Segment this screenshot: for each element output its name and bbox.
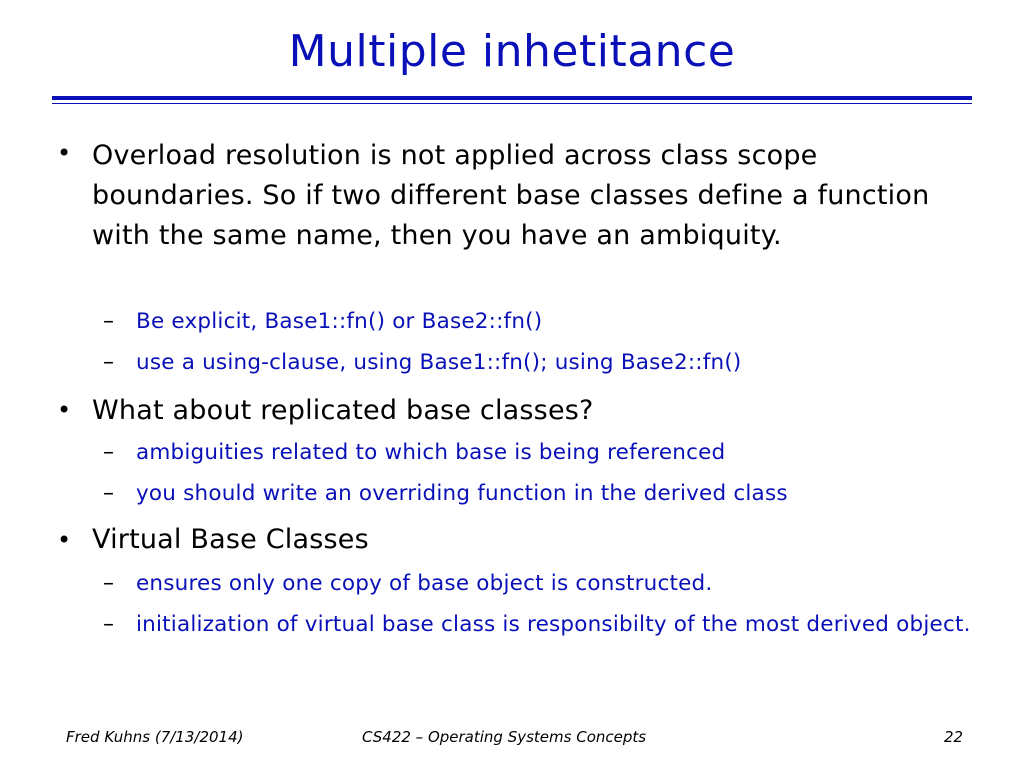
subitem-text: initialization of virtual base class is responsibilty of the most derived object. bbox=[136, 612, 971, 637]
bullet-text: Overload resolution is not applied across class scope boundaries. So if two different base classes define a function with the same name, then you have an ambiquity. bbox=[92, 140, 930, 251]
bullet-text: Virtual Base Classes bbox=[92, 524, 369, 555]
bullet-marker: • bbox=[57, 139, 72, 167]
footer-course: CS422 – Operating Systems Concepts bbox=[362, 728, 647, 746]
subitem-text: you should write an overriding function in the derived class bbox=[136, 481, 788, 506]
subitem-text: ensures only one copy of base object is constructed. bbox=[136, 571, 713, 596]
bullet-marker: • bbox=[57, 526, 72, 554]
dash-marker: – bbox=[103, 481, 114, 506]
title-rule-thin bbox=[52, 103, 972, 104]
footer-page-number: 22 bbox=[944, 728, 964, 746]
subitem-text: use a using-clause, using Base1::fn(); using Base2::fn() bbox=[136, 350, 742, 375]
dash-marker: – bbox=[103, 440, 114, 465]
bullet-text: What about replicated base classes? bbox=[92, 395, 594, 426]
title-rule-thick bbox=[52, 96, 972, 100]
dash-marker: – bbox=[103, 571, 114, 596]
dash-marker: – bbox=[103, 350, 114, 375]
slide-title: Multiple inhetitance bbox=[288, 26, 736, 77]
subitem-text: ambiguities related to which base is being referenced bbox=[136, 440, 726, 465]
bullet-marker: • bbox=[57, 396, 72, 424]
dash-marker: – bbox=[103, 309, 114, 334]
dash-marker: – bbox=[103, 612, 114, 637]
footer-author-date: Fred Kuhns (7/13/2014) bbox=[66, 728, 244, 746]
subitem-text: Be explicit, Base1::fn() or Base2::fn() bbox=[136, 309, 543, 334]
